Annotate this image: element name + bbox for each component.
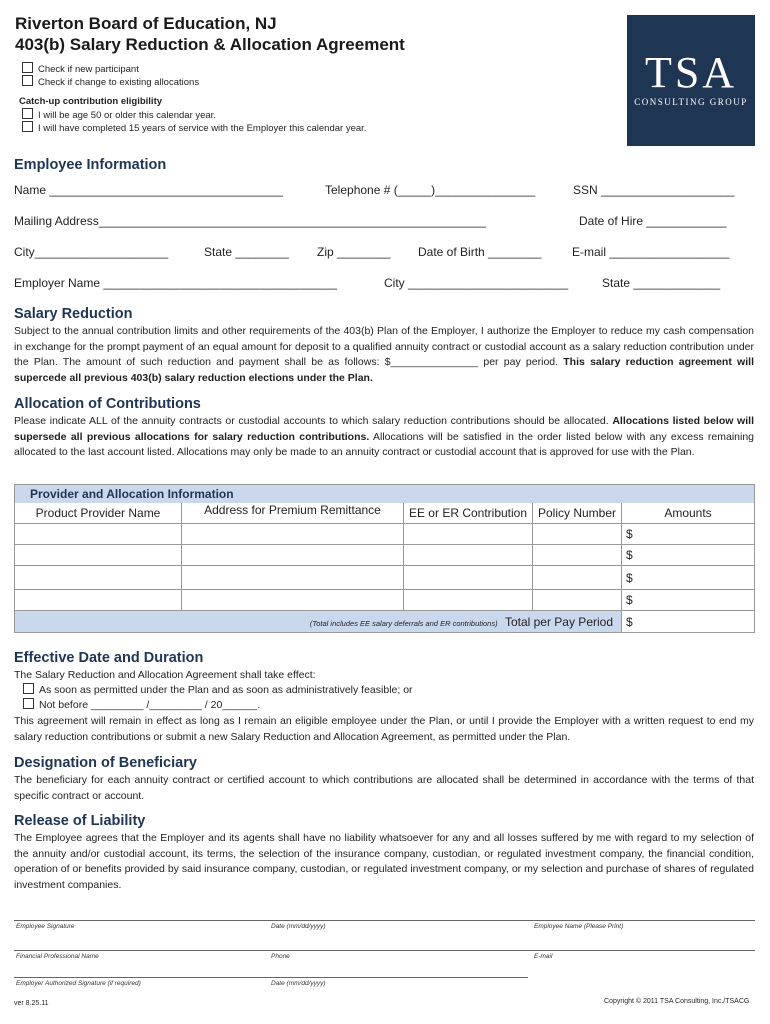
- allocation-table: [14, 484, 755, 633]
- tsa-logo: TSA CONSULTING GROUP: [627, 15, 755, 146]
- mailing-address-field[interactable]: Mailing Address__________________________________________________________: [14, 214, 486, 228]
- employer-city-field[interactable]: City ________________________: [384, 276, 569, 290]
- col-ee-er: EE or ER Contribution: [404, 503, 533, 524]
- salary-reduction-text: Subject to the annual contribution limits and other requirements of the 403(b) Plan of the Employer, I authorize the Employer to reduce my cash compensation in exchange for the prompt payment of an equal amount for deposit to a qualified annuity contract or custodial account as a salary reduction contribution under the Plan. The amount of such reduction and payment shall be as follows: $_______________ per pay period. This salary reduction agreement will supercede all previous 403(b) salary reduction elections under the Plan.: [14, 325, 754, 384]
- liability-text: The Employee agrees that the Employer and its agents shall have no liability whatsoever for any and all losses suffered by me with regard to my selection of the annuity and/or custodial account, its terms, the selection of the insurance company, custodian, or regulated investment company, the financial condition, operation of or benefits provided by said insurance company, custodian, or regulated investment company, or my selection and purchase of shares of regulated investment companies.: [14, 832, 754, 891]
- option-not-before[interactable]: Not before _________ /_________ / 20______.: [23, 698, 260, 714]
- employer-signature-label: Employer Authorized Signature (if required): [16, 980, 141, 987]
- liability-heading: Release of Liability: [14, 813, 146, 829]
- col-policy: Policy Number: [533, 503, 622, 524]
- table-row[interactable]: [15, 566, 755, 590]
- checkbox[interactable]: [22, 121, 33, 132]
- employee-name-label: Employee Name (Please Print): [534, 923, 624, 930]
- cell-policy[interactable]: [533, 566, 622, 590]
- cell-provider[interactable]: [15, 545, 182, 566]
- cell-ee-er[interactable]: [404, 590, 533, 611]
- date-label-1: Date (mm/dd/yyyy): [271, 923, 326, 930]
- state-field[interactable]: State ________: [204, 245, 289, 259]
- catchup-title: Catch-up contribution eligibility: [19, 96, 163, 107]
- effective-date-heading: Effective Date and Duration: [14, 650, 204, 666]
- checkbox[interactable]: [23, 683, 34, 694]
- cell-amount[interactable]: $: [622, 566, 755, 590]
- col-address: Address for Premium Remittance: [182, 503, 404, 524]
- cell-address[interactable]: [182, 566, 404, 590]
- signature-line-1: [14, 920, 755, 921]
- allocation-grid: [14, 503, 755, 633]
- version-label: ver 8.25.11: [14, 1000, 49, 1007]
- cell-ee-er[interactable]: [404, 566, 533, 590]
- allocation-text: Please indicate ALL of the annuity contracts or custodial accounts to which salary reduction contributions should be allocated. Allocations listed below will supersede all previous allocations for salary reduction contributions. Allocations will be satisfied in the order listed below with any excess remaining allocated to the last account listed. Allocations may only be made to an annuity contract or custodial account that is approved for use with the Plan.: [14, 415, 755, 458]
- city-field[interactable]: City____________________: [14, 245, 169, 259]
- cell-address[interactable]: [182, 590, 404, 611]
- signature-line-2: [14, 950, 755, 951]
- signature-line-3: [14, 977, 528, 978]
- cell-address[interactable]: [182, 524, 404, 545]
- check-change-allocations[interactable]: Check if change to existing allocations: [22, 75, 199, 89]
- cell-amount[interactable]: $: [622, 545, 755, 566]
- employee-info-heading: Employee Information: [14, 157, 167, 173]
- name-field[interactable]: Name ___________________________________: [14, 183, 283, 197]
- table-row[interactable]: [15, 524, 755, 545]
- effective-text: This agreement will remain in effect as long as I remain an eligible employee under the Plan, or until I provide the Employer with a written request to end my salary reduction contributions or submit a new Salary Reduction and Allocation Agreement, as permitted under the Plan.: [14, 715, 754, 743]
- col-amounts: Amounts: [622, 503, 755, 524]
- cell-provider[interactable]: [15, 590, 182, 611]
- total-row: [15, 611, 755, 633]
- allocation-table-title: Provider and Allocation Information: [14, 484, 755, 503]
- date-of-hire-field[interactable]: Date of Hire ____________: [579, 214, 727, 228]
- cell-amount[interactable]: $: [622, 590, 755, 611]
- checkbox[interactable]: [22, 62, 33, 73]
- employer-state-field[interactable]: State _____________: [602, 276, 721, 290]
- effective-intro: The Salary Reduction and Allocation Agreement shall take effect:: [14, 669, 316, 681]
- cell-policy[interactable]: [533, 545, 622, 566]
- telephone-field[interactable]: Telephone # (_____)_______________: [325, 183, 536, 197]
- financial-professional-label: Financial Professional Name: [16, 953, 99, 960]
- phone-label: Phone: [271, 953, 290, 960]
- email-field[interactable]: E-mail __________________: [572, 245, 730, 259]
- cell-provider[interactable]: [15, 524, 182, 545]
- cell-policy[interactable]: [533, 590, 622, 611]
- allocation-heading: Allocation of Contributions: [14, 396, 201, 412]
- check-15-years[interactable]: I will have completed 15 years of service with the Employer this calendar year.: [22, 121, 366, 135]
- cell-provider[interactable]: [15, 566, 182, 590]
- option-asap[interactable]: As soon as permitted under the Plan and as soon as administratively feasible; or: [23, 683, 413, 699]
- salary-reduction-heading: Salary Reduction: [14, 306, 133, 322]
- form-title: Riverton Board of Education, NJ: [15, 14, 277, 33]
- zip-field[interactable]: Zip ________: [317, 245, 391, 259]
- cell-address[interactable]: [182, 545, 404, 566]
- employer-name-field[interactable]: Employer Name ___________________________________: [14, 276, 337, 290]
- cell-ee-er[interactable]: [404, 545, 533, 566]
- cell-amount[interactable]: $: [622, 524, 755, 545]
- total-amount[interactable]: $: [622, 611, 755, 633]
- cell-ee-er[interactable]: [404, 524, 533, 545]
- table-row[interactable]: [15, 545, 755, 566]
- col-provider: Product Provider Name: [15, 503, 182, 524]
- table-row[interactable]: [15, 590, 755, 611]
- ssn-field[interactable]: SSN ____________________: [573, 183, 735, 197]
- copyright-label: Copyright © 2011 TSA Consulting, Inc./TSACG: [604, 998, 750, 1005]
- date-label-2: Date (mm/dd/yyyy): [271, 980, 326, 987]
- checkbox[interactable]: [23, 698, 34, 709]
- total-cell: [15, 611, 622, 633]
- check-new-participant[interactable]: Check if new participant: [22, 62, 139, 76]
- check-age-50[interactable]: I will be age 50 or older this calendar year.: [22, 108, 216, 122]
- checkbox[interactable]: [22, 75, 33, 86]
- checkbox[interactable]: [22, 108, 33, 119]
- beneficiary-text: The beneficiary for each annuity contract or certified account to which contributions are allocated shall be determined in accordance with the terms of that specific contract or account.: [14, 774, 754, 802]
- cell-policy[interactable]: [533, 524, 622, 545]
- employee-signature-label: Employee Signature: [16, 923, 75, 930]
- beneficiary-heading: Designation of Beneficiary: [14, 755, 197, 771]
- total-note: (Total includes EE salary deferrals and ER contributions): [309, 618, 498, 628]
- email-label: E-mail: [534, 953, 553, 960]
- date-of-birth-field[interactable]: Date of Birth ________: [418, 245, 542, 259]
- total-label: Total per Pay Period: [504, 614, 613, 629]
- form-subtitle: 403(b) Salary Reduction & Allocation Agreement: [15, 35, 405, 54]
- table-header-row: [15, 503, 755, 524]
